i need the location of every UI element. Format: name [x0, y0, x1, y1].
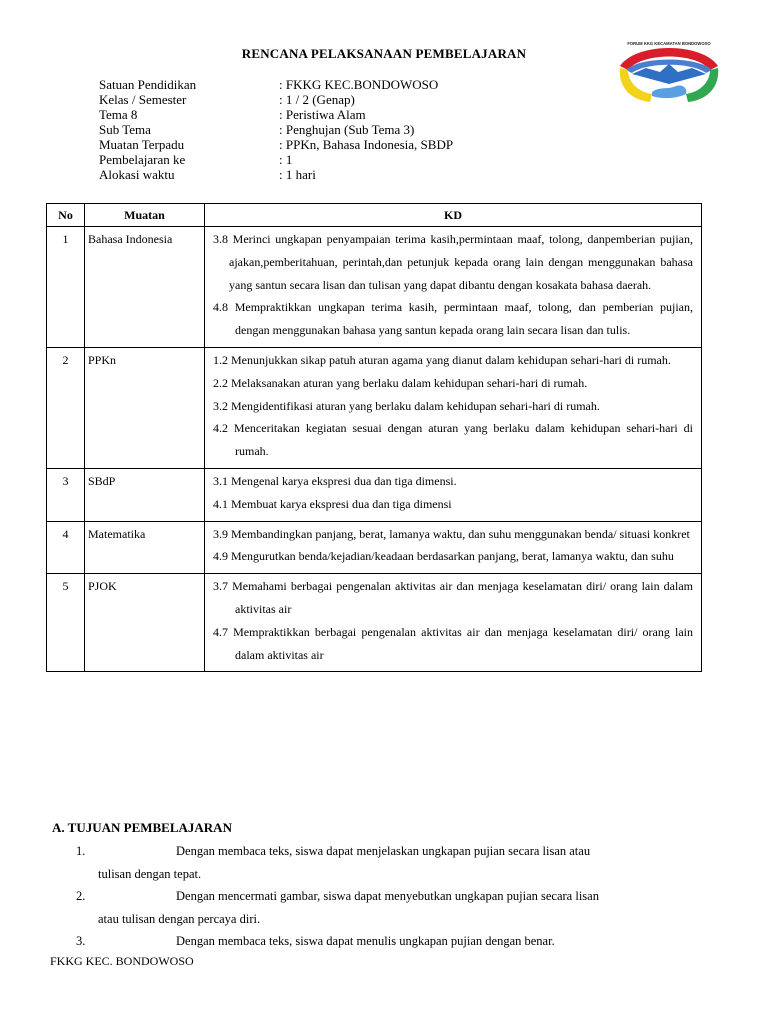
objective-item: [76, 840, 714, 886]
header-no: No: [47, 204, 85, 227]
table-row: [47, 468, 702, 521]
info-label: Satuan Pendidikan: [99, 77, 197, 92]
table-row: [47, 227, 702, 348]
kd-item: 3.1 Mengenal karya ekspresi dua dan tiga dimensi.: [213, 473, 457, 488]
table-row: [47, 347, 702, 468]
forum-logo: [616, 36, 722, 108]
info-label: Alokasi waktu: [99, 167, 175, 182]
row-muatan: PPKn: [85, 347, 205, 468]
objective-text: Dengan membaca teks, siswa dapat menulis ungkapan pujian dengan benar.: [176, 934, 555, 948]
row-no: 1: [47, 227, 85, 348]
info-value: : 1 / 2 (Genap): [279, 92, 355, 107]
objective-number: 2.: [76, 889, 86, 903]
kd-item: 4.1 Membuat karya ekspresi dua dan tiga dimensi: [213, 496, 452, 511]
kd-item: 1.2 Menunjukkan sikap patuh aturan agama yang dianut dalam kehidupan sehari-hari di rumah.: [213, 352, 671, 367]
objective-item: [76, 885, 714, 931]
kd-item: 2.2 Melaksanakan aturan yang berlaku dalam kehidupan sehari-hari di rumah.: [213, 375, 588, 390]
page-footer: FKKG KEC. BONDOWOSO: [50, 954, 194, 968]
row-kd: [205, 521, 702, 574]
info-value: : PPKn, Bahasa Indonesia, SBDP: [279, 137, 454, 152]
info-label: Muatan Terpadu: [99, 137, 185, 152]
logo-caption: FORUM KKG KECAMATAN BONDOWOSO: [627, 41, 711, 46]
kd-item: 3.7 Memahami berbagai pengenalan aktivitas air dan menjaga keselamatan diri/ orang lain dalam aktivitas air: [213, 579, 693, 616]
header-muatan: Muatan: [85, 204, 205, 227]
section-heading: A. TUJUAN PEMBELAJARAN: [52, 820, 232, 835]
objective-number: 1.: [76, 844, 86, 858]
table-header-row: [47, 204, 702, 227]
kd-table: [46, 203, 702, 672]
row-no: 3: [47, 468, 85, 521]
row-kd: [205, 468, 702, 521]
info-label: Sub Tema: [99, 122, 151, 137]
row-no: 2: [47, 347, 85, 468]
info-value: : 1: [279, 152, 293, 167]
row-muatan: Bahasa Indonesia: [85, 227, 205, 348]
kd-item: 3.8 Merinci ungkapan penyampaian terima kasih,permintaan maaf, tolong, danpemberian pujian, ajakan,pemberitahuan, perintah,dan petunjuk kepada orang lain dengan menggunakan bahasa yang santun secara lisan dan tulisan yang dapat dibantu dengan kosakata bahasa daerah.: [213, 232, 693, 292]
info-value: : FKKG KEC.BONDOWOSO: [279, 77, 439, 92]
info-label: Pembelajaran ke: [99, 152, 186, 167]
row-kd: [205, 227, 702, 348]
objective-number: 3.: [76, 934, 86, 948]
objective-item: [76, 930, 714, 953]
kd-item: 4.7 Mempraktikkan berbagai pengenalan aktivitas air dan menjaga keselamatan diri/ orang lain dalam aktivitas air: [213, 624, 693, 662]
row-muatan: PJOK: [85, 574, 205, 672]
objective-text: Dengan mencermati gambar, siswa dapat menyebutkan ungkapan pujian secara lisan: [176, 889, 599, 903]
info-value: : Peristiwa Alam: [279, 107, 366, 122]
info-label: Kelas / Semester: [99, 92, 187, 107]
header-kd: KD: [205, 204, 702, 227]
info-value: : 1 hari: [279, 167, 316, 182]
objective-text: Dengan membaca teks, siswa dapat menjelaskan ungkapan pujian secara lisan atau: [176, 844, 591, 858]
row-muatan: Matematika: [85, 521, 205, 574]
objective-text-cont: atau tulisan dengan percaya diri.: [98, 912, 261, 926]
document-title: RENCANA PELAKSANAAN PEMBELAJARAN: [241, 46, 527, 61]
row-no: 4: [47, 521, 85, 574]
table-row: [47, 574, 702, 672]
row-kd: [205, 574, 702, 672]
kd-item: 4.9 Mengurutkan benda/kejadian/keadaan berdasarkan panjang, berat, lamanya waktu, dan suhu: [213, 549, 674, 564]
table-row: [47, 521, 702, 574]
objective-text-cont: tulisan dengan tepat.: [98, 867, 202, 881]
row-kd: [205, 347, 702, 468]
kd-item: 3.9 Membandingkan panjang, berat, lamanya waktu, dan suhu menggunakan benda/ situasi konkret: [213, 526, 690, 541]
kd-item: 3.2 Mengidentifikasi aturan yang berlaku dalam kehidupan sehari-hari di rumah.: [213, 398, 600, 413]
kd-item: 4.2 Menceritakan kegiatan sesuai dengan aturan yang berlaku dalam kehidupan sehari-hari di rumah.: [213, 421, 693, 459]
info-value: : Penghujan (Sub Tema 3): [279, 122, 415, 137]
kd-item: 4.8 Mempraktikkan ungkapan terima kasih, permintaan maaf, tolong, dan pemberian pujian, dengan menggunakan bahasa yang santun kepada orang lain secara lisan dan tulis.: [213, 300, 693, 338]
row-no: 5: [47, 574, 85, 672]
row-muatan: SBdP: [85, 468, 205, 521]
info-label: Tema 8: [99, 107, 138, 122]
